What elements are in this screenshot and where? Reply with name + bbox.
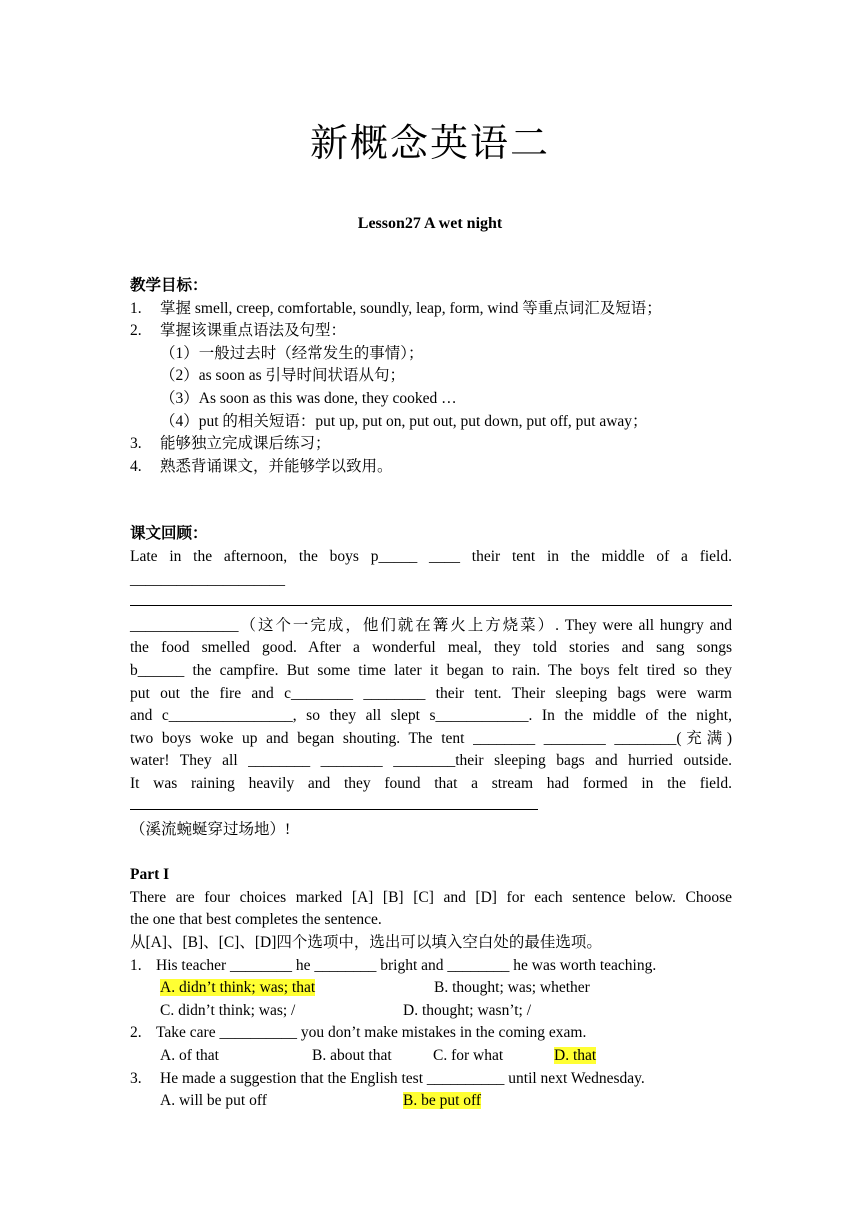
- review-line: It was raining heavily and they found that a stream had formed in the field.: [130, 774, 732, 792]
- review-line: ____________________: [130, 570, 285, 588]
- review-line: put out the fire and c________ ________ their tent. Their sleeping bags were warm: [130, 684, 732, 702]
- question-options: [130, 1090, 732, 1113]
- option-b-correct: B. be put off: [403, 1092, 482, 1110]
- page-title: 新概念英语二: [309, 123, 550, 165]
- review-line: （溪流蜿蜒穿过场地）!: [130, 821, 291, 839]
- objective-subitem: （4）put 的相关短语：put up, put on, put out, put down, put off, put away；: [160, 412, 648, 430]
- question-options: [130, 977, 732, 1000]
- review-heading: 课文回顾：: [130, 525, 208, 543]
- option-b: B. about that: [312, 1047, 392, 1064]
- objectives-heading: 教学目标：: [130, 277, 208, 294]
- lesson-title: Lesson27 A wet night: [357, 215, 503, 232]
- objective-subitem: （1）一般过去时（经常发生的事情）；: [160, 344, 424, 362]
- option-d-correct: D. that: [554, 1047, 597, 1064]
- blank-rule: [130, 795, 538, 810]
- question-stem: 3. He made a suggestion that the English test __________ until next Wednesday.: [130, 1069, 645, 1087]
- review-line: the food smelled good. After a wonderful meal, they told stories and sang songs: [130, 639, 732, 657]
- objective-subitem: （2）as soon as 引导时间状语从句；: [160, 367, 405, 385]
- review-line: water! They all ________ ________ ________their sleeping bags and hurried outside.: [130, 752, 732, 770]
- option-c: C. for what: [433, 1047, 504, 1064]
- review-line: b______ the campfire. But some time later it began to rain. The boys felt tired so they: [130, 661, 732, 679]
- part1-instructions: the one that best completes the sentence.: [130, 911, 382, 929]
- objective-item: 2. 掌握该课重点语法及句型：: [130, 322, 347, 340]
- review-line: Late in the afternoon, the boys p_____ ____ their tent in the middle of a field.: [130, 547, 732, 565]
- option-a: A. will be put off: [160, 1092, 267, 1110]
- option-d: D. thought; wasn’t; /: [403, 1001, 532, 1019]
- question-stem: 1. His teacher ________ he ________ bright and ________ he was worth teaching.: [130, 956, 657, 974]
- option-a-correct: A. didn’t think; was; that: [160, 979, 316, 997]
- part1-instructions: There are four choices marked [A] [B] [C] and [D] for each sentence below. Choose: [130, 888, 732, 906]
- review-line: and c________________, so they all slept s____________. In the middle of the night,: [130, 707, 732, 725]
- option-b: B. thought; was; whether: [434, 979, 590, 997]
- question-stem: 2. Take care __________ you don’t make mistakes in the coming exam.: [130, 1024, 587, 1042]
- objective-item: 1. 掌握 smell, creep, comfortable, soundly, leap, form, wind 等重点词汇及短语；: [130, 299, 662, 317]
- objective-item: 3. 能够独立完成课后练习；: [130, 435, 331, 453]
- option-a: A. of that: [160, 1047, 219, 1064]
- option-c: C. didn’t think; was; /: [160, 1001, 296, 1019]
- document-body: [130, 275, 732, 1113]
- part1-heading: Part I: [130, 866, 170, 884]
- question-options: [130, 1000, 732, 1023]
- review-line: two boys woke up and began shouting. The tent ________ ________ ________(充满): [130, 729, 732, 747]
- review-line: ______________（这个一完成，他们就在篝火上方烧菜）. They were all hungry and: [130, 616, 732, 634]
- objective-item: 4. 熟悉背诵课文，并能够学以致用。: [130, 457, 393, 475]
- question-options: [130, 1045, 732, 1068]
- part1-instructions-cn: 从[A]、[B]、[C]、[D]四个选项中，选出可以填入空白处的最佳选项。: [130, 934, 602, 952]
- blank-rule: [130, 591, 732, 606]
- objective-subitem: （3）As soon as this was done, they cooked …: [160, 389, 457, 407]
